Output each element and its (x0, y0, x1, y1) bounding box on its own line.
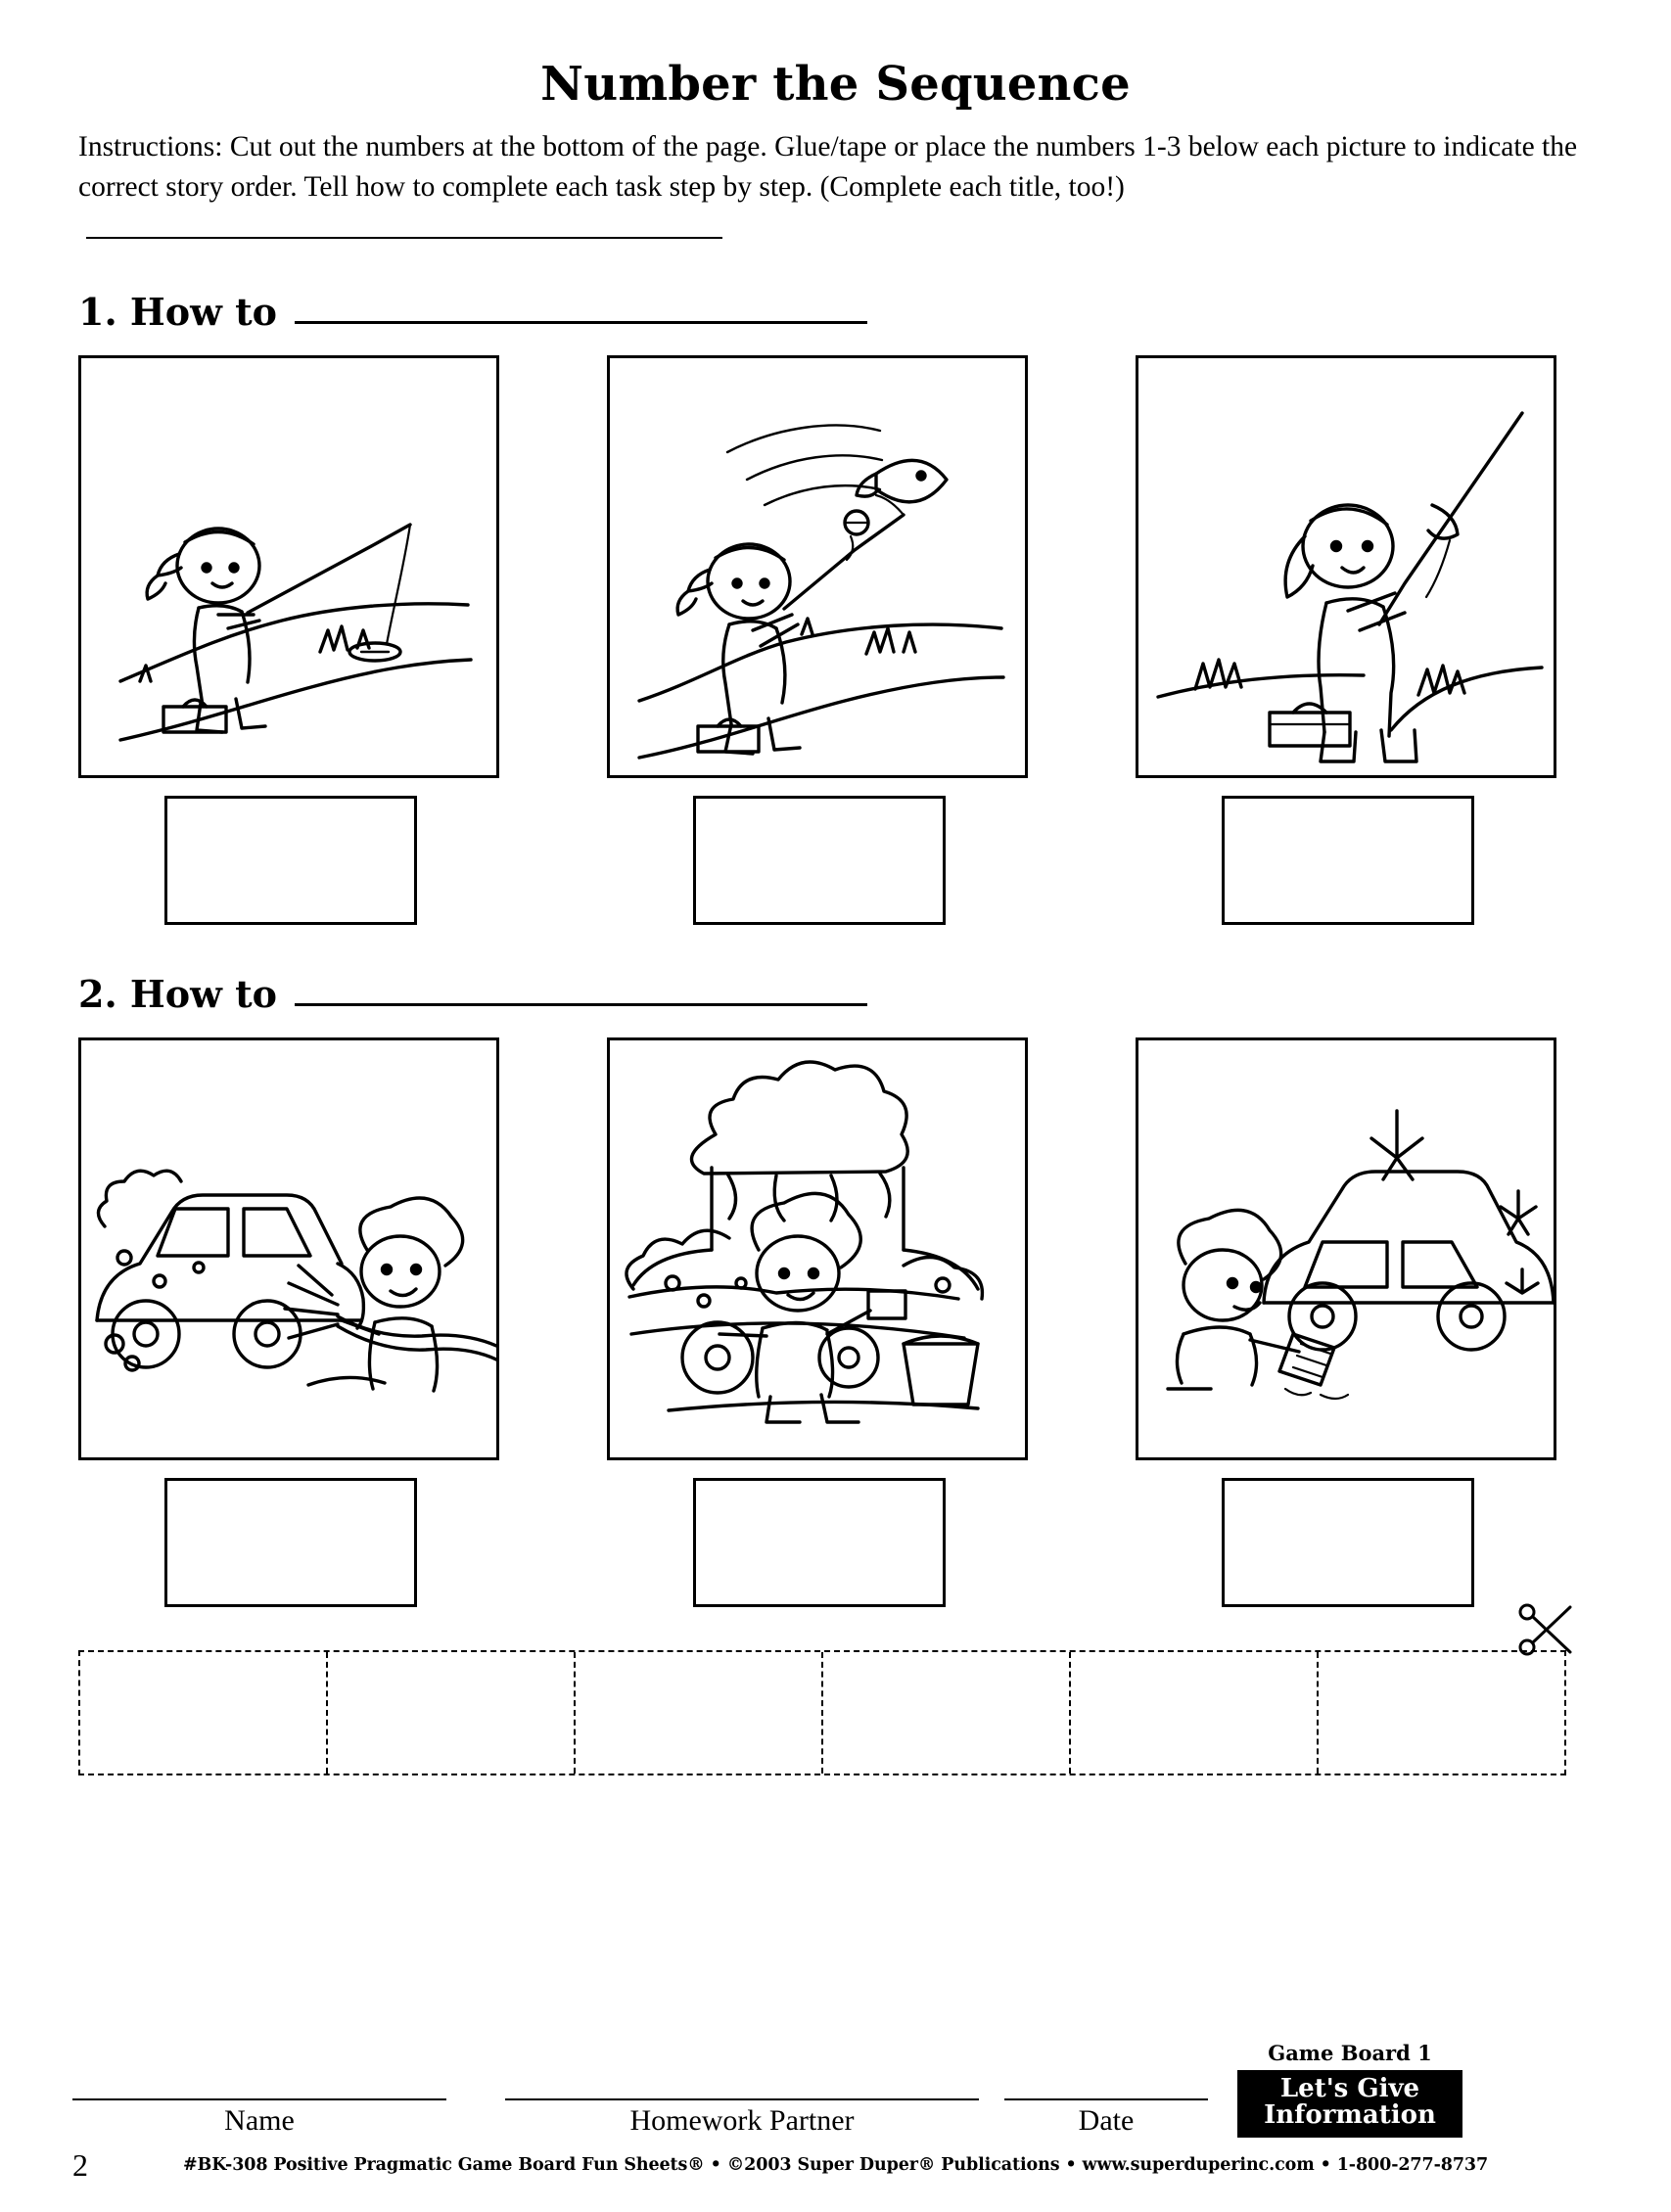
worksheet-page (0, 57, 1671, 2212)
scene-illustration (81, 1040, 499, 1460)
panel-group-2-1 (78, 1037, 499, 1607)
answer-box[interactable] (1222, 796, 1474, 925)
game-board-badge (1237, 2041, 1462, 2138)
scene-illustration (610, 358, 1028, 778)
answer-box[interactable] (693, 796, 946, 925)
date-label: Date (1078, 2104, 1135, 2137)
cut-cell[interactable] (1071, 1652, 1319, 1774)
picture-panel-boy-rinsing-car-with-hose (78, 1037, 499, 1460)
panel-group-1-2 (607, 355, 1028, 925)
cut-cell[interactable] (80, 1652, 328, 1774)
picture-panel-girl-putting-bait-on-hook (1136, 355, 1556, 778)
partner-input-line[interactable] (505, 2046, 979, 2100)
panel-group-2-3 (1136, 1037, 1556, 1607)
cut-cell[interactable] (823, 1652, 1071, 1774)
picture-panel-girl-casting-fishing-rod-at-pond (78, 355, 499, 778)
partner-label: Homework Partner (629, 2104, 855, 2137)
date-input-line[interactable] (1004, 2046, 1208, 2100)
picture-panel-boy-drying-clean-shiny-car (1136, 1037, 1556, 1460)
date-field-group (1004, 2046, 1208, 2138)
badge-line-1: Let's Give (1279, 2073, 1420, 2103)
section-1-panels (78, 355, 1566, 925)
cut-cell[interactable] (328, 1652, 576, 1774)
section-2-panels (78, 1037, 1566, 1607)
lets-give-information-badge (1237, 2070, 1462, 2138)
name-label: Name (224, 2104, 295, 2137)
scene-illustration (610, 1040, 1028, 1460)
game-board-label: Game Board 1 (1268, 2040, 1432, 2065)
copyright-line: #BK-308 Positive Pragmatic Game Board Fun Sheets® • ©2003 Super Duper® Publications • www.superduperinc.com • 1-800-277-8737 (182, 2155, 1489, 2175)
answer-box[interactable] (1222, 1478, 1474, 1607)
page-footer (0, 2020, 1671, 2212)
badge-line-2: Information (1264, 2100, 1436, 2131)
answer-box[interactable] (164, 796, 417, 925)
answer-box[interactable] (693, 1478, 946, 1607)
panel-group-2-2 (607, 1037, 1028, 1607)
scene-illustration (1138, 1040, 1556, 1460)
page-title: Number the Sequence (540, 57, 1131, 112)
instructions-text: Instructions: Cut out the numbers at the bottom of the page. Glue/tape or place the numbers 1-3 below each picture to indicate the correct story order. Tell how to complete each task step by step. (Complete each title, too!) (78, 131, 1578, 203)
cut-out-area (78, 1629, 1566, 1775)
page-number: 2 (72, 2147, 88, 2183)
instructions-block (78, 127, 1593, 247)
picture-panel-girl-reeling-in-fish-at-pond (607, 355, 1028, 778)
cut-cell[interactable] (1319, 1652, 1564, 1774)
cut-cell[interactable] (576, 1652, 823, 1774)
section-2-heading (78, 972, 1671, 1016)
section-1-heading (78, 290, 1671, 334)
instructions-blank-line[interactable] (86, 237, 722, 239)
number-cut-strip[interactable] (78, 1650, 1566, 1775)
scene-illustration (1138, 358, 1556, 778)
section-1-title-blank[interactable] (295, 321, 867, 324)
picture-panel-boy-scrubbing-soapy-car-with-sponge (607, 1037, 1028, 1460)
panel-group-1-1 (78, 355, 499, 925)
page-bottom-bar (0, 2143, 1671, 2212)
partner-field-group (505, 2046, 979, 2138)
name-input-line[interactable] (72, 2046, 446, 2100)
section-2-title-blank[interactable] (295, 1003, 867, 1006)
signature-row (72, 2020, 1600, 2138)
scene-illustration (81, 358, 499, 778)
scissors-icon (1517, 1603, 1576, 1656)
name-field-group (72, 2046, 446, 2138)
section-1-label: 1. How to (78, 290, 277, 335)
panel-group-1-3 (1136, 355, 1556, 925)
section-2-label: 2. How to (78, 972, 277, 1017)
answer-box[interactable] (164, 1478, 417, 1607)
